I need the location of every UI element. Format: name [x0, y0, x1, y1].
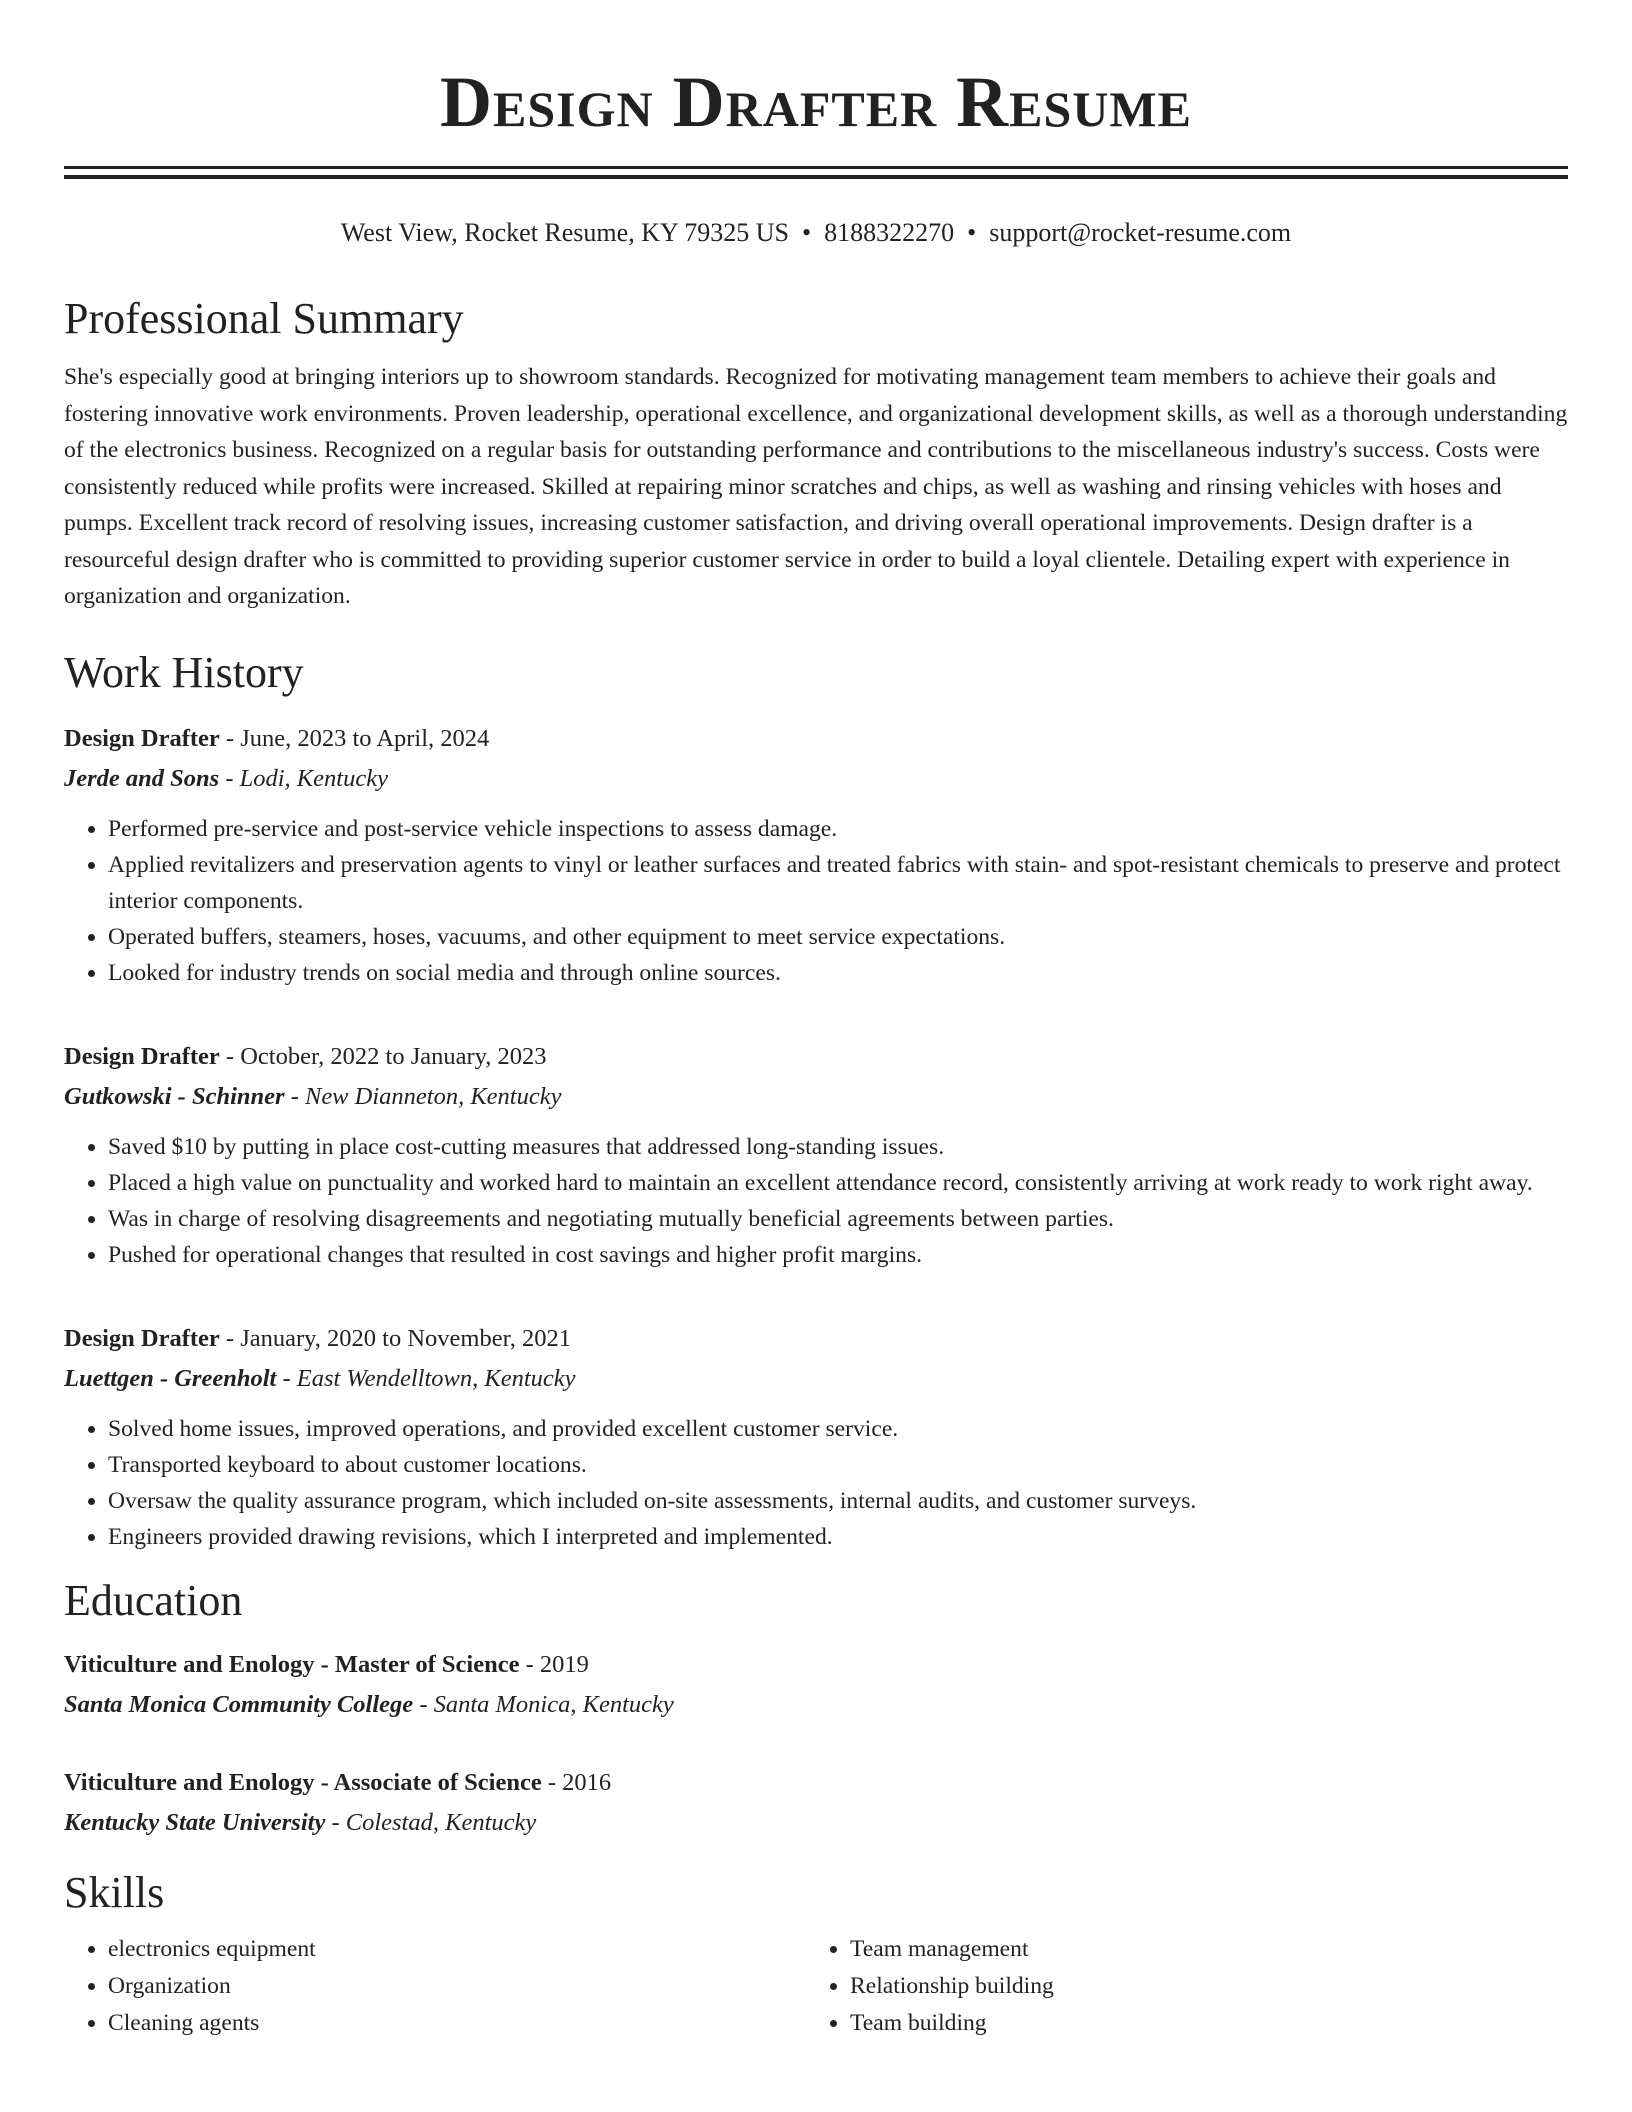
- job-entry: [64, 1037, 1568, 1273]
- list-item: • Transported keyboard to about customer locations.: [108, 1447, 1568, 1483]
- job-title: Design Drafter: [64, 724, 220, 752]
- list-item: • Was in charge of resolving disagreements and negotiating mutually beneficial agreements between parties.: [108, 1201, 1568, 1237]
- job-dates: - January, 2020 to November, 2021: [219, 1324, 572, 1352]
- work-history-heading: Work History: [64, 647, 304, 697]
- contact-email: support@rocket-resume.com: [989, 218, 1292, 247]
- list-item: • Relationship building: [850, 1968, 1548, 2005]
- skills-list: [64, 1931, 1568, 2042]
- job-employer: [64, 1359, 1568, 1399]
- job-company: Gutkowski - Schinner: [64, 1082, 285, 1110]
- list-item: • Solved home issues, improved operations, and provided excellent customer service.: [108, 1411, 1568, 1447]
- education-degree-line: [64, 1763, 1568, 1803]
- job-employer: [64, 1077, 1568, 1117]
- list-item: • Placed a high value on punctuality and worked hard to maintain an excellent attendance record, consistently arriving at work ready to work right away.: [108, 1165, 1568, 1201]
- contact-line: [64, 215, 1568, 251]
- job-header: [64, 719, 1568, 759]
- list-item: • Oversaw the quality assurance program, which included on-site assessments, internal audits, and customer surveys.: [108, 1483, 1568, 1519]
- list-item: • Performed pre-service and post-service vehicle inspections to assess damage.: [108, 811, 1568, 847]
- contact-separator: •: [967, 218, 977, 247]
- list-item: • electronics equipment: [108, 1931, 806, 1968]
- list-item: • Team building: [850, 2005, 1548, 2042]
- job-title: Design Drafter: [64, 1042, 220, 1070]
- job-dates: - October, 2022 to January, 2023: [219, 1042, 547, 1070]
- job-header: [64, 1037, 1568, 1077]
- contact-address: West View, Rocket Resume, KY 79325 US: [340, 218, 790, 247]
- job-header: [64, 1319, 1568, 1359]
- education-degree-line: [64, 1645, 1568, 1685]
- summary-text: She's especially good at bringing interiors up to showroom standards. Recognized for motivating management team members to achieve their goals and fostering innovative work environments. Proven leadership, operational excellence, and organizational development skills, as well as a thorough understanding of the electronics business. Recognized on a regular basis for outstanding performance and contributions to the miscellaneous industry's success. Costs were consistently reduced while profits were increased. Skilled at repairing minor scratches and chips, as well as washing and rinsing vehicles with hoses and pumps. Excellent track record of resolving issues, increasing customer satisfaction, and driving overall operational improvements. Design drafter is a resourceful design drafter who is committed to providing superior customer service in order to build a loyal clientele. Detailing expert with experience in organization and organization.: [64, 364, 1568, 609]
- list-item: • Looked for industry trends on social media and through online sources.: [108, 955, 1568, 991]
- list-item: • Pushed for operational changes that resulted in cost savings and higher profit margins.: [108, 1237, 1568, 1273]
- education-degree: Viticulture and Enology - Associate of Science: [64, 1768, 542, 1796]
- education-entry: [64, 1645, 1568, 1725]
- education-school: Kentucky State University: [64, 1808, 326, 1836]
- job-entry: [64, 719, 1568, 991]
- job-dates: - June, 2023 to April, 2024: [219, 724, 490, 752]
- title-rule-top: [64, 166, 1568, 169]
- skills-heading: Skills: [64, 1867, 165, 1917]
- job-location: - Lodi, Kentucky: [219, 764, 388, 792]
- education-location: - Santa Monica, Kentucky: [413, 1690, 674, 1718]
- job-entry: [64, 1319, 1568, 1555]
- education-school-line: [64, 1685, 1568, 1725]
- job-duties: [64, 1129, 1568, 1273]
- job-company: Jerde and Sons: [64, 764, 220, 792]
- contact-phone: 8188322270: [824, 218, 955, 247]
- job-location: - East Wendelltown, Kentucky: [276, 1364, 576, 1392]
- list-item: • Applied revitalizers and preservation agents to vinyl or leather surfaces and treated fabrics with stain- and spot-resistant chemicals to preserve and protect interior components.: [108, 847, 1568, 919]
- education-degree: Viticulture and Enology - Master of Science: [64, 1650, 520, 1678]
- education-school: Santa Monica Community College: [64, 1690, 414, 1718]
- job-duties: [64, 811, 1568, 991]
- job-company: Luettgen - Greenholt: [64, 1364, 277, 1392]
- resume-title: Design Drafter Resume: [440, 62, 1192, 142]
- skills-column-left: [64, 1931, 806, 2042]
- list-item: • Team management: [850, 1931, 1548, 1968]
- job-title: Design Drafter: [64, 1324, 220, 1352]
- summary-heading: Professional Summary: [64, 294, 464, 343]
- list-item: • Saved $10 by putting in place cost-cutting measures that addressed long-standing issues.: [108, 1129, 1568, 1165]
- job-employer: [64, 759, 1568, 799]
- title-rule-bottom: [64, 175, 1568, 179]
- list-item: • Operated buffers, steamers, hoses, vacuums, and other equipment to meet service expectations.: [108, 919, 1568, 955]
- education-heading: Education: [64, 1575, 243, 1625]
- job-duties: [64, 1411, 1568, 1555]
- list-item: • Engineers provided drawing revisions, which I interpreted and implemented.: [108, 1519, 1568, 1555]
- job-location: - New Dianneton, Kentucky: [284, 1082, 562, 1110]
- skills-column-right: [806, 1931, 1548, 2042]
- contact-separator: •: [802, 218, 812, 247]
- education-year: - 2016: [541, 1768, 612, 1796]
- education-year: - 2019: [519, 1650, 589, 1678]
- education-school-line: [64, 1803, 1568, 1843]
- list-item: • Organization: [108, 1968, 806, 2005]
- list-item: • Cleaning agents: [108, 2005, 806, 2042]
- education-entry: [64, 1763, 1568, 1843]
- education-location: - Colestad, Kentucky: [325, 1808, 537, 1836]
